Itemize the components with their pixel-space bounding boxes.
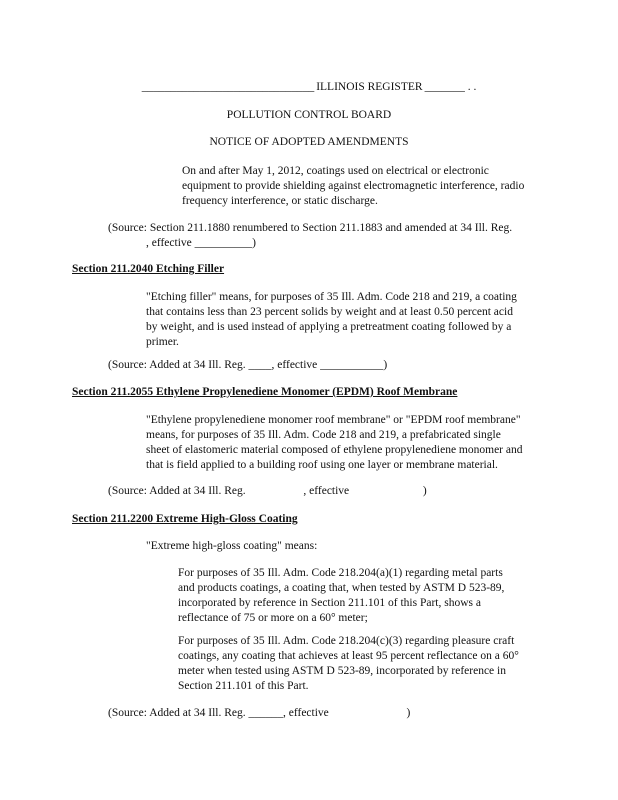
register-title: ILLINOIS REGISTER: [316, 81, 423, 93]
source-2055-part-a: (Source: Added at 34 Ill. Reg.: [108, 485, 246, 497]
item-a-line-4: reflectance of 75 or more on a 60° meter;: [178, 612, 368, 624]
section-2200-item-a: [178, 566, 504, 626]
header-trail-rule: _______ . .: [424, 81, 477, 93]
prior-line-3: frequency interference, or static discharge.: [182, 195, 378, 207]
section-2055-source: [108, 484, 427, 499]
item-a-line-3: incorporated by reference in Section 211.101 of this Part, shows a: [178, 597, 481, 609]
section-2040-definition: [146, 290, 517, 350]
source-2055-part-b: , effective: [303, 485, 350, 497]
section-2200-item-b: [178, 634, 519, 694]
item-a-line-2: and products coatings, a coating that, when tested by ASTM D 523-89,: [178, 582, 505, 594]
def-2055-line-3: sheet of elastomeric material composed of ethylene propylenediene monomer and: [146, 444, 523, 456]
def-2040-line-3: by weight, and is used instead of applying a pretreatment coating followed by a: [146, 321, 512, 333]
prior-source-line-1: (Source: Section 211.1880 renumbered to Section 211.1883 and amended at 34 Ill. Reg.: [108, 222, 513, 234]
prior-line-1: On and after May 1, 2012, coatings used on electrical or electronic: [182, 165, 489, 177]
section-2040-source: (Source: Added at 34 Ill. Reg. ____, effective ___________): [108, 359, 388, 371]
item-b-line-2: coatings, any coating that achieves at least 95 percent reflectance on a 60°: [178, 650, 519, 662]
section-2055-heading: Section 211.2055 Ethylene Propylenediene Monomer (EPDM) Roof Membrane: [72, 386, 458, 398]
def-2055-line-1: "Ethylene propylenediene monomer roof membrane" or "EPDM roof membrane": [146, 414, 521, 426]
header-lead-rule: ______________________________: [141, 81, 315, 93]
def-2040-line-1: "Etching filler" means, for purposes of 35 Ill. Adm. Code 218 and 219, a coating: [146, 291, 517, 303]
section-2200-source: [108, 706, 410, 721]
notice-title: NOTICE OF ADOPTED AMENDMENTS: [209, 136, 409, 148]
item-b-line-4: Section 211.101 of this Part.: [178, 680, 309, 692]
item-b-line-1: For purposes of 35 Ill. Adm. Code 218.204(c)(3) regarding pleasure craft: [178, 635, 515, 647]
def-2055-line-4: that is field applied to a building roof using one layer or membrane material.: [146, 459, 498, 471]
item-b-line-3: meter when tested using ASTM D 523-89, incorporated by reference in: [178, 665, 506, 677]
section-2200-intro: "Extreme high-gloss coating" means:: [146, 540, 318, 552]
prior-source-line-2: , effective __________): [146, 237, 256, 249]
prior-line-2: equipment to provide shielding against electromagnetic interference, radio: [182, 180, 525, 192]
prior-paragraph: [182, 164, 524, 209]
board-title: POLLUTION CONTROL BOARD: [226, 109, 392, 121]
source-2200-part-b: ): [406, 707, 411, 719]
register-header: [0, 80, 618, 95]
section-2200-heading: Section 211.2200 Extreme High-Gloss Coating: [72, 513, 298, 525]
section-2040-heading: Section 211.2040 Etching Filler: [72, 263, 225, 275]
def-2040-line-2: that contains less than 23 percent solids by weight and at least 0.50 percent acid: [146, 306, 513, 318]
section-2055-definition: [146, 413, 523, 473]
def-2055-line-2: means, for purposes of 35 Ill. Adm. Code 218 and 219, a prefabricated single: [146, 429, 501, 441]
source-2200-part-a: (Source: Added at 34 Ill. Reg. ______, effective: [108, 707, 329, 719]
source-2055-part-c: ): [422, 485, 427, 497]
item-a-line-1: For purposes of 35 Ill. Adm. Code 218.204(a)(1) regarding metal parts: [178, 567, 503, 579]
def-2040-line-4: primer.: [146, 336, 179, 348]
